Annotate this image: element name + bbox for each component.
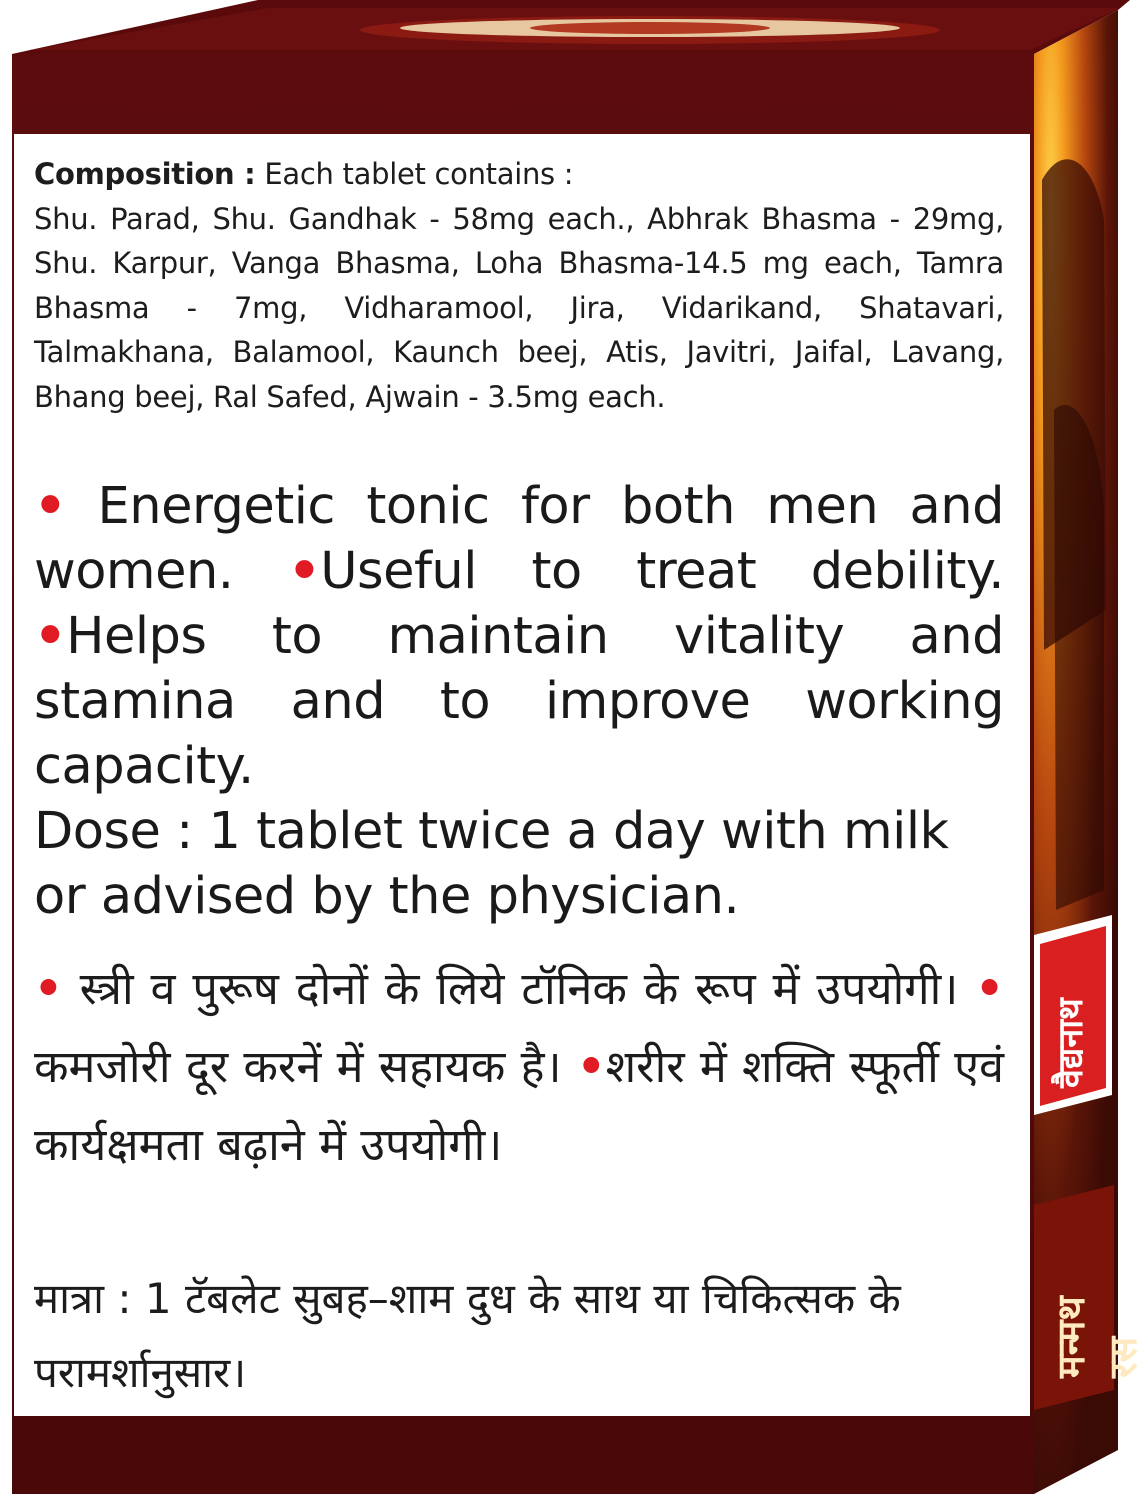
english-benefits: [34, 474, 1004, 929]
composition-heading: Composition :: [34, 157, 256, 191]
benefit-english-1: Energetic tonic for both men and women.: [34, 477, 1005, 601]
bullet-dot: •: [34, 962, 63, 1015]
benefit-english-2: Useful to treat debility.: [320, 542, 1004, 601]
dose-hindi: मात्रा : 1 टॅबलेट सुबह–शाम दुध के साथ या चिकित्सक के परामर्शानुसार।: [34, 1274, 901, 1397]
side-brand-label: वैद्यनाथ: [1051, 998, 1091, 1088]
box-top-face: [0, 0, 1130, 60]
benefit-hindi-1: स्त्री व पुरूष दोनों के लिये टॉनिक के रूप में उपयोगी।: [79, 962, 959, 1015]
dose-english: Dose : 1 tablet twice a day with milk or advised by the physician.: [34, 802, 949, 926]
hindi-benefits: [34, 950, 1004, 1184]
benefit-hindi-2: कमजोरी दूर करनें में सहायक है।: [34, 1040, 562, 1093]
bullet-dot: •: [288, 542, 321, 601]
composition-section: [34, 152, 1004, 419]
composition-ingredients: Shu. Parad, Shu. Gandhak - 58mg each., Abhrak Bhasma - 29mg, Shu. Karpur, Vanga Bhasma, Loha Bhasma-14.5 mg each, Tamra Bhasma - 7mg, Vidharamool, Jira, Vidarikand, Shatavari, Talmakhana, Balamool, Kaunch beej, Atis, Javitri, Jaifal, Lavang, Bhang beej, Ral Safed, Ajwain - 3.5mg each.: [34, 201, 1004, 414]
bullet-dot: •: [576, 1040, 606, 1093]
box-side-face: [1034, 10, 1124, 1494]
side-product-name: मन्मथ रस: [1049, 1296, 1145, 1378]
bullet-dot: •: [34, 477, 67, 536]
composition-intro: Each tablet contains :: [264, 157, 574, 191]
benefit-hindi-3: शरीर में शक्ति स्फूर्ती एवं कार्यक्षमता बढ़ाने में उपयोगी।: [34, 1040, 1004, 1171]
bullet-dot: •: [34, 607, 67, 666]
bullet-dot: •: [975, 962, 1004, 1015]
benefit-english-3: Helps to maintain vitality and stamina and to improve working capacity.: [34, 607, 1004, 796]
